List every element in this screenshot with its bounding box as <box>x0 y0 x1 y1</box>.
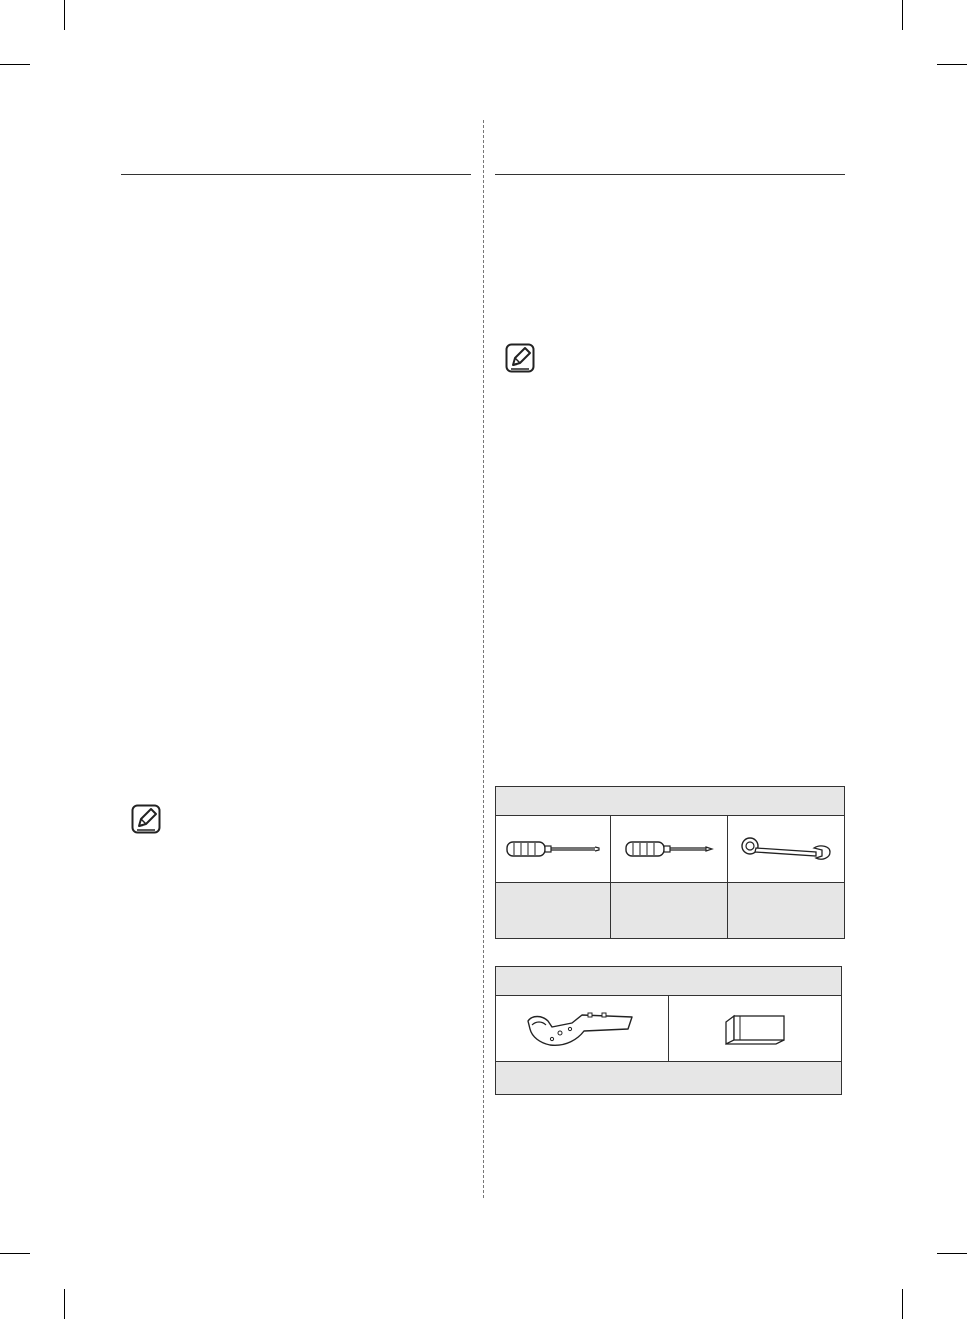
tool-label-cell <box>496 883 611 938</box>
part-cell <box>669 996 841 1061</box>
parts-image-row <box>496 996 841 1062</box>
crop-mark <box>902 1289 903 1319</box>
phillips-screwdriver-icon <box>624 834 714 864</box>
note-pencil-icon <box>505 343 535 373</box>
note-pencil-icon <box>131 804 161 834</box>
crop-mark <box>937 1253 967 1254</box>
part-cell <box>496 996 669 1061</box>
right-section-rule <box>495 174 845 175</box>
clip-bracket-icon <box>720 1012 790 1046</box>
tool-label-cell <box>728 883 844 938</box>
parts-label-row <box>496 1062 841 1094</box>
tools-table <box>495 786 845 939</box>
tools-image-row <box>496 816 844 883</box>
crop-mark <box>937 64 967 65</box>
wrench-icon <box>738 834 834 864</box>
column-divider <box>483 120 484 1198</box>
flat-screwdriver-icon <box>505 834 601 864</box>
tool-label-cell <box>611 883 727 938</box>
hinge-bracket-icon <box>522 1007 642 1051</box>
crop-mark <box>0 1253 30 1254</box>
tool-cell <box>496 816 611 882</box>
tools-label-row <box>496 883 844 938</box>
crop-mark <box>64 1289 65 1319</box>
tool-cell <box>611 816 727 882</box>
parts-table <box>495 966 842 1095</box>
tool-cell <box>728 816 844 882</box>
left-section-rule <box>121 174 471 175</box>
crop-mark <box>64 0 65 30</box>
crop-mark <box>902 0 903 30</box>
tools-table-header <box>496 787 844 816</box>
parts-table-header <box>496 967 841 996</box>
crop-mark <box>0 64 30 65</box>
